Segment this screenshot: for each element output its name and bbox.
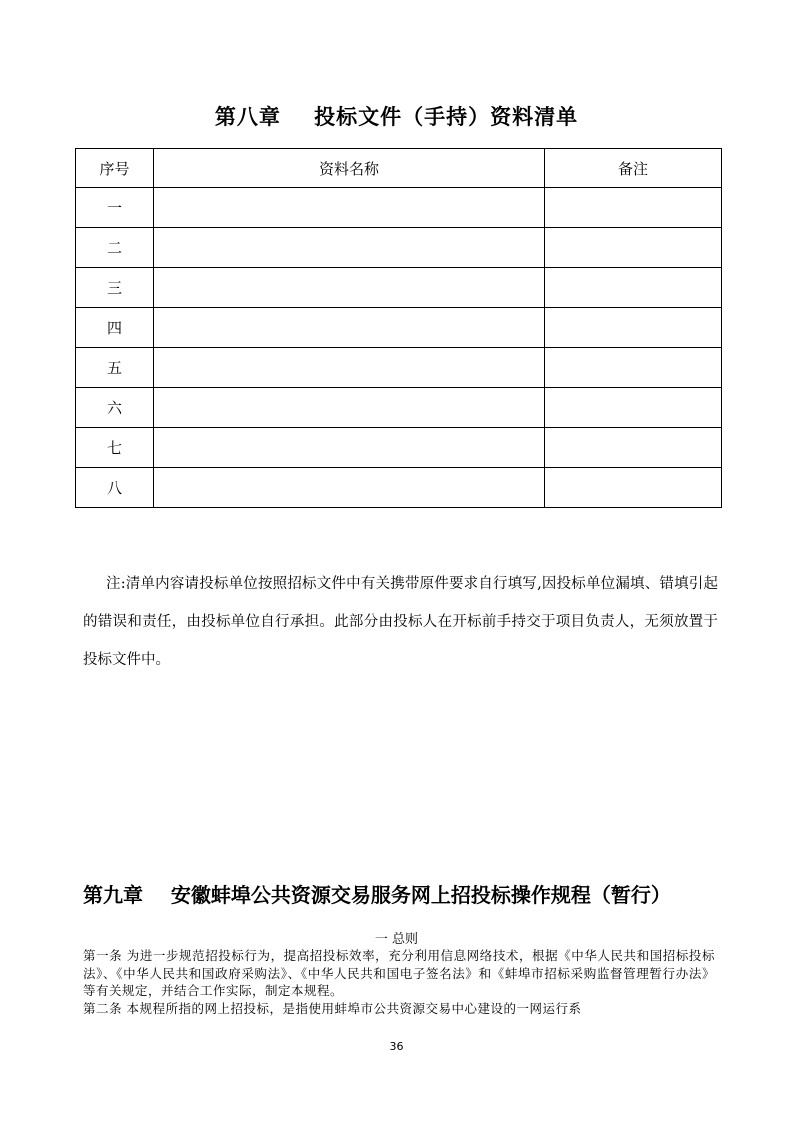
material-name-cell[interactable] <box>154 428 545 468</box>
row-index-cell: 二 <box>76 228 154 268</box>
checklist-note: 注:清单内容请投标单位按照招标文件中有关携带原件要求自行填写,因投标单位漏填、错填引起的错误和责任，由投标单位自行承担。此部分由投标人在开标前手持交于项目负责人，无须放置于投标文件中。 <box>83 576 718 668</box>
material-name-cell[interactable] <box>154 228 545 268</box>
page-number: 36 <box>389 1040 404 1053</box>
regulation-body <box>83 947 715 1017</box>
remark-cell[interactable] <box>545 468 722 508</box>
table-row <box>76 228 722 268</box>
remark-cell[interactable] <box>545 308 722 348</box>
article-paragraph: 第一条 为进一步规范招投标行为，提高招投标效率，充分利用信息网络技术，根据《中华人民共和国招标投标法》、《中华人民共和国政府采购法》、《中华人民共和国电子签名法》和《蚌埠市招标采购监督管理暂行办法》等有关规定，并结合工作实际，制定本规程。 <box>83 948 715 998</box>
chapter-title: 第八章 投标文件（手持）资料清单 <box>214 105 579 129</box>
column-header-material-name: 资料名称 <box>154 149 545 188</box>
material-name-cell[interactable] <box>154 348 545 388</box>
remark-cell[interactable] <box>545 388 722 428</box>
row-index-cell: 三 <box>76 268 154 308</box>
article-paragraph: 第二条 本规程所指的网上招投标，是指使用蚌埠市公共资源交易中心建设的一网运行系 <box>83 1000 582 1016</box>
row-index-cell: 四 <box>76 308 154 348</box>
material-name-cell[interactable] <box>154 188 545 228</box>
row-index-cell: 六 <box>76 388 154 428</box>
column-header-index: 序号 <box>76 149 154 188</box>
remark-cell[interactable] <box>545 228 722 268</box>
row-index-cell: 八 <box>76 468 154 508</box>
material-name-cell[interactable] <box>154 468 545 508</box>
table-header-row <box>76 149 722 188</box>
column-header-remark: 备注 <box>545 149 722 188</box>
table-row <box>76 188 722 228</box>
material-name-cell[interactable] <box>154 268 545 308</box>
table-row <box>76 348 722 388</box>
material-name-cell[interactable] <box>154 388 545 428</box>
remark-cell[interactable] <box>545 268 722 308</box>
materials-checklist-table <box>75 148 722 508</box>
row-index-cell: 一 <box>76 188 154 228</box>
table-row <box>76 428 722 468</box>
table-row <box>76 468 722 508</box>
table-row <box>76 268 722 308</box>
chapter-title: 第九章 安徽蚌埠公共资源交易服务网上招投标操作规程（暂行） <box>83 883 671 907</box>
table-row <box>76 308 722 348</box>
row-index-cell: 五 <box>76 348 154 388</box>
remark-cell[interactable] <box>545 348 722 388</box>
remark-cell[interactable] <box>545 428 722 468</box>
table-row <box>76 388 722 428</box>
material-name-cell[interactable] <box>154 308 545 348</box>
row-index-cell: 七 <box>76 428 154 468</box>
section-heading: 一 总则 <box>374 932 419 947</box>
remark-cell[interactable] <box>545 188 722 228</box>
